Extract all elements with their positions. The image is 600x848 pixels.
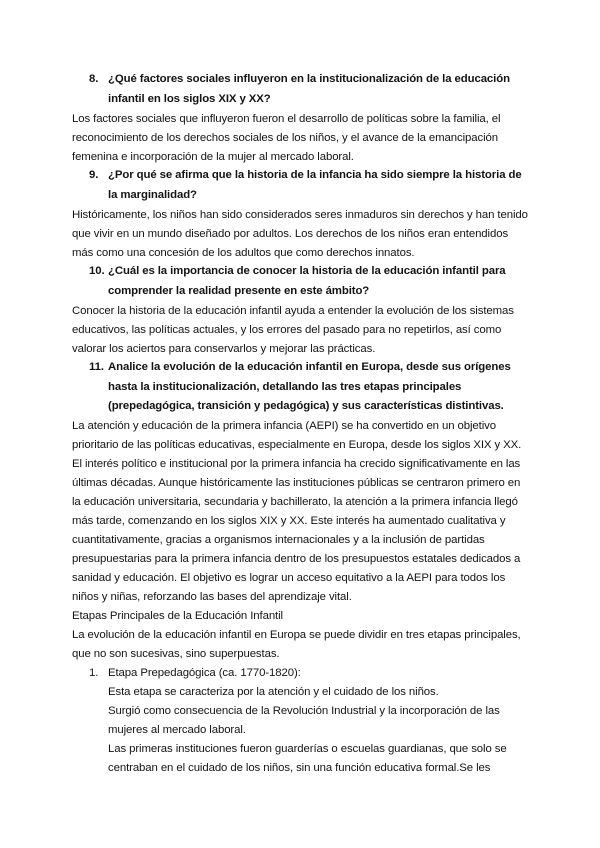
question-number: 8. bbox=[89, 73, 99, 85]
answer-line: Conocer la historia de la educación infantil ayuda a entender la evolución de los sistemas bbox=[72, 305, 514, 317]
answer-line: Históricamente, los niños han sido considerados seres inmaduros sin derechos y han tenido bbox=[72, 209, 528, 221]
answer-line: prioritario de las políticas educativas, especialmente en Europa, desde los siglos XIX y XX. bbox=[72, 439, 522, 451]
answer-line: niños y niñas, reforzando las bases del aprendizaje vital. bbox=[72, 591, 352, 603]
question-title-line: hasta la institucionalización, detallando las tres etapas principales bbox=[108, 381, 462, 393]
question-title-line: comprender la realidad presente en este ámbito? bbox=[108, 285, 370, 297]
answer-line: más tarde, comenzando en los siglos XIX y XX. Este interés ha aumentado cualitativa y bbox=[72, 515, 506, 527]
answer-line: El interés político e institucional por la primera infancia ha crecido significativamente en las bbox=[72, 458, 521, 470]
list-item-number: 1. bbox=[89, 667, 99, 679]
answer-line: La atención y educación de la primera infancia (AEPI) se ha convertido en un objetivo bbox=[72, 420, 496, 432]
answer-line: que vivir en un mundo diseñado por adultos. Los derechos de los niños eran entendidos bbox=[72, 228, 509, 240]
answer-line: más como una concesión de los adultos que como derechos innatos. bbox=[72, 247, 415, 259]
question-title-line: infantil en los siglos XIX y XX? bbox=[108, 93, 271, 105]
answer-line: cuantitativamente, gracias a organismos internacionales y a la inclusión de partidas bbox=[72, 534, 485, 546]
question-title-line: ¿Cuál es la importancia de conocer la historia de la educación infantil para bbox=[108, 265, 506, 277]
list-detail-line: Las primeras instituciones fueron guarderías o escuelas guardianas, que solo se bbox=[108, 743, 507, 755]
question-title-line: (prepedagógica, transición y pedagógica) y sus características distintivas. bbox=[108, 400, 504, 412]
question-title-line: ¿Por qué se afirma que la historia de la infancia ha sido siempre la historia de bbox=[108, 169, 522, 181]
answer-line: reconocimiento de los derechos sociales de los niños, y el avance de la emancipación bbox=[72, 132, 498, 144]
answer-line: valorar los aciertos para conservarlos y mejorar las prácticas. bbox=[72, 343, 376, 355]
list-detail-line: mujeres al mercado laboral. bbox=[108, 724, 246, 736]
question-title-line: ¿Qué factores sociales influyeron en la institucionalización de la educación bbox=[108, 73, 510, 85]
question-title-line: la marginalidad? bbox=[108, 189, 197, 201]
answer-line: Los factores sociales que influyeron fueron el desarrollo de políticas sobre la familia, el bbox=[72, 113, 501, 125]
section-heading: Etapas Principales de la Educación Infantil bbox=[72, 610, 283, 622]
answer-line: que no son sucesivas, sino superpuestas. bbox=[72, 648, 280, 660]
list-detail-line: Esta etapa se caracteriza por la atención y el cuidado de los niños. bbox=[108, 686, 439, 698]
question-title-line: Analice la evolución de la educación infantil en Europa, desde sus orígenes bbox=[108, 361, 511, 373]
answer-line: femenina e incorporación de la mujer al mercado laboral. bbox=[72, 151, 354, 163]
question-number: 9. bbox=[89, 169, 99, 181]
answer-line: La evolución de la educación infantil en Europa se puede dividir en tres etapas principales, bbox=[72, 629, 521, 641]
list-detail-line: Surgió como consecuencia de la Revolución Industrial y la incorporación de las bbox=[108, 705, 500, 717]
question-number: 10. bbox=[89, 265, 105, 277]
answer-line: presupuestarias para la primera infancia dentro de los presupuestos estatales dedicados a bbox=[72, 553, 521, 565]
list-item-title: Etapa Prepedagógica (ca. 1770-1820): bbox=[108, 667, 301, 679]
answer-line: sanidad y educación. El objetivo es lograr un acceso equitativo a la AEPI para todos los bbox=[72, 572, 506, 584]
answer-line: la educación universitaria, secundaria y bachillerato, la atención a la primera infancia llegó bbox=[72, 496, 518, 508]
question-number: 11. bbox=[89, 361, 104, 373]
answer-line: educativos, las políticas actuales, y los errores del pasado para no repetirlos, así como bbox=[72, 324, 502, 336]
list-detail-line: centraban en el cuidado de los niños, sin una función educativa formal.Se les bbox=[108, 762, 491, 774]
answer-line: últimas décadas. Aunque históricamente las instituciones públicas se centraron primero en bbox=[72, 477, 521, 489]
